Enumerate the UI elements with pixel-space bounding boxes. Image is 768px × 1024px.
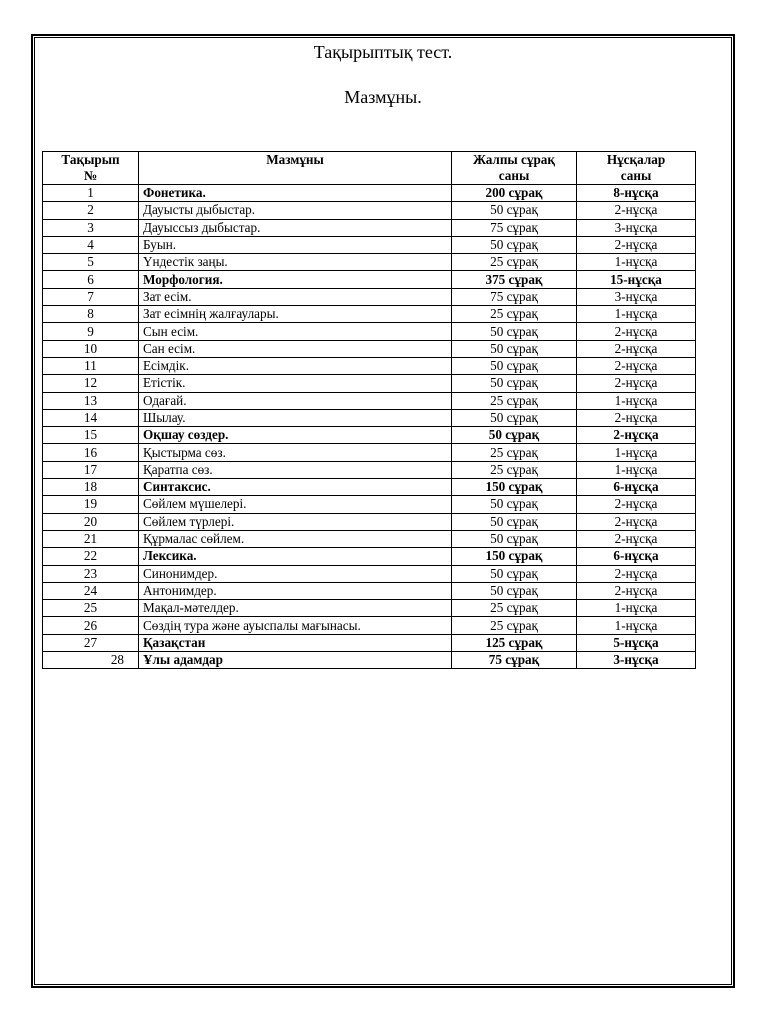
row-number: 27 [43, 634, 139, 651]
row-total-questions: 50 сұрақ [452, 496, 577, 513]
table-row [43, 513, 696, 530]
row-topic: Сөздің тура және ауыспалы мағынасы. [139, 617, 452, 634]
row-variants: 2-нұсқа [577, 530, 696, 547]
row-topic: Үндестік заңы. [139, 254, 452, 271]
header-total-questions [452, 152, 577, 185]
row-topic: Қаратпа сөз. [139, 461, 452, 478]
row-total-questions: 75 сұрақ [452, 652, 577, 669]
table-row [43, 600, 696, 617]
row-topic: Шылау. [139, 409, 452, 426]
row-variants: 5-нұсқа [577, 634, 696, 651]
row-topic: Құрмалас сөйлем. [139, 530, 452, 547]
row-number: 10 [43, 340, 139, 357]
row-topic: Синтаксис. [139, 479, 452, 496]
row-number: 25 [43, 600, 139, 617]
row-topic: Одағай. [139, 392, 452, 409]
row-number: 15 [43, 427, 139, 444]
row-topic: Фонетика. [139, 185, 452, 202]
row-variants: 2-нұсқа [577, 427, 696, 444]
table-row [43, 496, 696, 513]
row-total-questions: 50 сұрақ [452, 375, 577, 392]
row-number: 1 [43, 185, 139, 202]
row-variants: 2-нұсқа [577, 340, 696, 357]
row-number: 28 [43, 652, 139, 669]
row-variants: 15-нұсқа [577, 271, 696, 288]
row-variants: 1-нұсқа [577, 306, 696, 323]
table-row [43, 548, 696, 565]
row-total-questions: 50 сұрақ [452, 323, 577, 340]
row-variants: 2-нұсқа [577, 513, 696, 530]
row-total-questions: 75 сұрақ [452, 288, 577, 305]
row-variants: 6-нұсқа [577, 548, 696, 565]
row-topic: Есімдік. [139, 357, 452, 374]
row-total-questions: 200 сұрақ [452, 185, 577, 202]
row-topic: Сын есім. [139, 323, 452, 340]
row-total-questions: 375 сұрақ [452, 271, 577, 288]
row-variants: 2-нұсқа [577, 236, 696, 253]
table-row [43, 202, 696, 219]
table-body [43, 185, 696, 669]
table-row [43, 357, 696, 374]
row-topic: Қыстырма сөз. [139, 444, 452, 461]
row-number: 7 [43, 288, 139, 305]
row-total-questions: 50 сұрақ [452, 513, 577, 530]
row-variants: 3-нұсқа [577, 288, 696, 305]
table-row [43, 479, 696, 496]
row-variants: 1-нұсқа [577, 254, 696, 271]
row-total-questions: 25 сұрақ [452, 600, 577, 617]
row-number: 2 [43, 202, 139, 219]
table-row [43, 254, 696, 271]
row-topic: Зат есім. [139, 288, 452, 305]
row-number: 13 [43, 392, 139, 409]
row-total-questions: 50 сұрақ [452, 357, 577, 374]
row-topic: Лексика. [139, 548, 452, 565]
row-number: 22 [43, 548, 139, 565]
header-total-line2: саны [498, 168, 530, 183]
row-number: 19 [43, 496, 139, 513]
row-topic: Зат есімнің жалғаулары. [139, 306, 452, 323]
row-topic: Антонимдер. [139, 582, 452, 599]
document-subtitle: Мазмұны. [344, 87, 422, 107]
row-total-questions: 50 сұрақ [452, 530, 577, 547]
row-topic: Морфология. [139, 271, 452, 288]
row-number: 12 [43, 375, 139, 392]
row-number: 5 [43, 254, 139, 271]
row-total-questions: 50 сұрақ [452, 340, 577, 357]
row-total-questions: 25 сұрақ [452, 617, 577, 634]
row-variants: 2-нұсқа [577, 375, 696, 392]
row-number: 11 [43, 357, 139, 374]
header-topic-number-line1: Тақырып [61, 152, 120, 167]
table-row [43, 185, 696, 202]
row-total-questions: 25 сұрақ [452, 461, 577, 478]
header-variants [577, 152, 696, 185]
header-variants-line1: Нұсқалар [606, 152, 666, 167]
header-contents: Мазмұны [139, 152, 452, 185]
row-number: 4 [43, 236, 139, 253]
row-topic: Етістік. [139, 375, 452, 392]
table-header-row [43, 152, 696, 185]
document-title: Тақырыптық тест. [313, 42, 453, 62]
row-number: 17 [43, 461, 139, 478]
row-total-questions: 125 сұрақ [452, 634, 577, 651]
row-topic: Мақал-мәтелдер. [139, 600, 452, 617]
row-variants: 1-нұсқа [577, 444, 696, 461]
row-topic: Оқшау сөздер. [139, 427, 452, 444]
row-topic: Сан есім. [139, 340, 452, 357]
row-number: 8 [43, 306, 139, 323]
row-topic: Ұлы адамдар [139, 652, 452, 669]
table-row [43, 409, 696, 426]
row-total-questions: 50 сұрақ [452, 202, 577, 219]
table-row [43, 306, 696, 323]
row-variants: 2-нұсқа [577, 582, 696, 599]
row-number: 20 [43, 513, 139, 530]
table-row [43, 375, 696, 392]
row-number: 3 [43, 219, 139, 236]
row-variants: 1-нұсқа [577, 617, 696, 634]
header-topic-number [43, 152, 139, 185]
table-row [43, 323, 696, 340]
row-variants: 2-нұсқа [577, 565, 696, 582]
table-row [43, 219, 696, 236]
row-topic: Қазақстан [139, 634, 452, 651]
row-total-questions: 25 сұрақ [452, 306, 577, 323]
row-variants: 1-нұсқа [577, 600, 696, 617]
row-total-questions: 25 сұрақ [452, 392, 577, 409]
row-topic: Буын. [139, 236, 452, 253]
row-number: 16 [43, 444, 139, 461]
row-number: 26 [43, 617, 139, 634]
row-variants: 1-нұсқа [577, 461, 696, 478]
row-variants: 2-нұсқа [577, 496, 696, 513]
row-variants: 2-нұсқа [577, 357, 696, 374]
row-total-questions: 50 сұрақ [452, 236, 577, 253]
table-row [43, 530, 696, 547]
row-total-questions: 150 сұрақ [452, 479, 577, 496]
table-row [43, 427, 696, 444]
row-variants: 3-нұсқа [577, 652, 696, 669]
row-number: 6 [43, 271, 139, 288]
row-variants: 2-нұсқа [577, 409, 696, 426]
row-topic: Сөйлем түрлері. [139, 513, 452, 530]
table-row [43, 271, 696, 288]
row-number: 21 [43, 530, 139, 547]
row-variants: 6-нұсқа [577, 479, 696, 496]
table-row [43, 461, 696, 478]
row-variants: 2-нұсқа [577, 202, 696, 219]
header-topic-number-line2: № [83, 168, 98, 183]
table-row [43, 565, 696, 582]
contents-table [42, 151, 696, 669]
table-row [43, 582, 696, 599]
row-number: 14 [43, 409, 139, 426]
row-number: 23 [43, 565, 139, 582]
row-variants: 3-нұсқа [577, 219, 696, 236]
row-topic: Дауыссыз дыбыстар. [139, 219, 452, 236]
table-row [43, 617, 696, 634]
row-variants: 2-нұсқа [577, 323, 696, 340]
row-total-questions: 25 сұрақ [452, 444, 577, 461]
table-row [43, 340, 696, 357]
header-total-line1: Жалпы сұрақ [473, 152, 555, 167]
row-variants: 1-нұсқа [577, 392, 696, 409]
row-number: 18 [43, 479, 139, 496]
row-total-questions: 50 сұрақ [452, 409, 577, 426]
table-row [43, 236, 696, 253]
table-row [43, 444, 696, 461]
row-number: 9 [43, 323, 139, 340]
table-row [43, 288, 696, 305]
row-topic: Сөйлем мүшелері. [139, 496, 452, 513]
header-variants-line2: саны [620, 168, 652, 183]
row-topic: Синонимдер. [139, 565, 452, 582]
row-total-questions: 50 сұрақ [452, 582, 577, 599]
row-number: 24 [43, 582, 139, 599]
table-row [43, 634, 696, 651]
row-total-questions: 150 сұрақ [452, 548, 577, 565]
row-variants: 8-нұсқа [577, 185, 696, 202]
table-row [43, 392, 696, 409]
row-total-questions: 50 сұрақ [452, 565, 577, 582]
row-total-questions: 25 сұрақ [452, 254, 577, 271]
row-topic: Дауысты дыбыстар. [139, 202, 452, 219]
row-total-questions: 50 сұрақ [452, 427, 577, 444]
table-row [43, 652, 696, 669]
row-total-questions: 75 сұрақ [452, 219, 577, 236]
